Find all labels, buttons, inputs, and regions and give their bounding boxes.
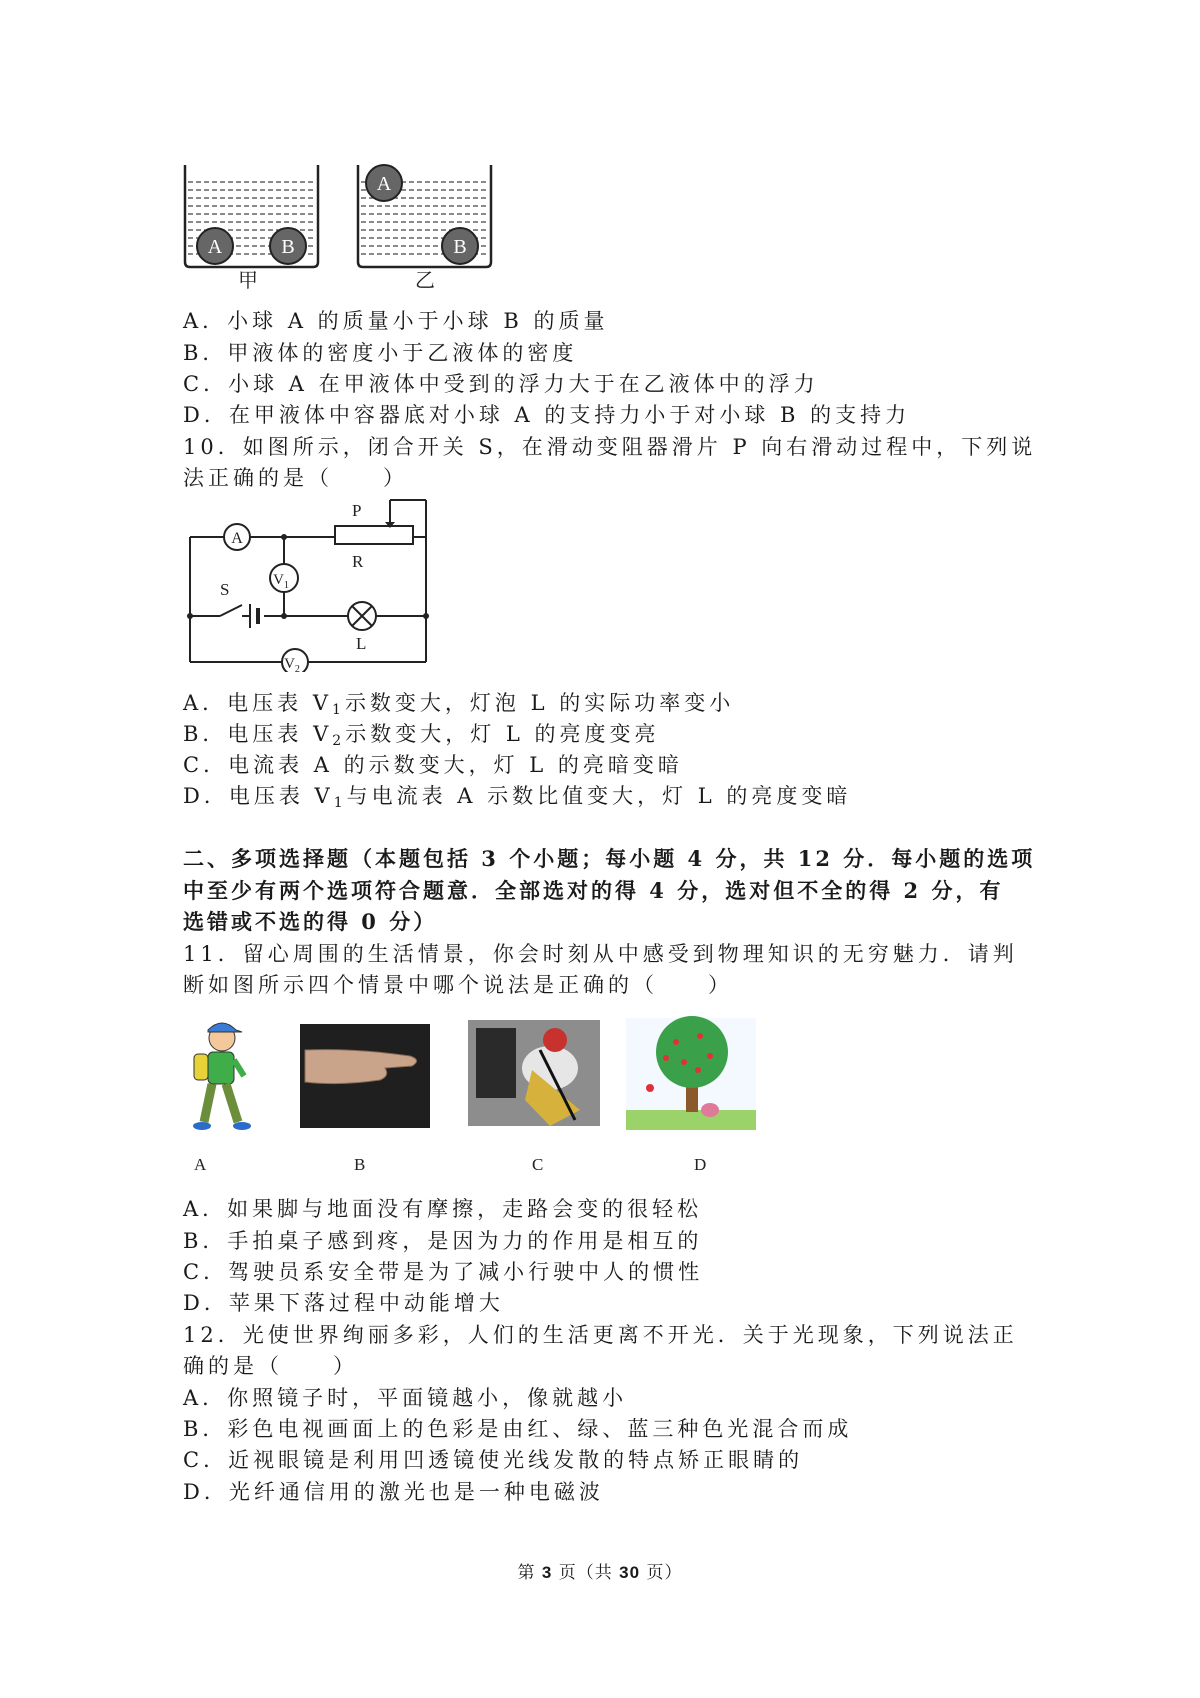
section2-heading-line2: 中至少有两个选项符合题意．全部选对的得 4 分，选对但不全的得 2 分，有	[183, 878, 1004, 903]
pic-label-b: B	[354, 1155, 366, 1174]
lamp-label: L	[356, 634, 367, 653]
circuit-diagram	[180, 492, 440, 672]
pic-label-c: C	[532, 1155, 544, 1174]
switch-label: S	[220, 580, 230, 599]
q11-option-a[interactable]: A．如果脚与地面没有摩擦，走路会变的很轻松	[183, 1197, 703, 1221]
beaker-left	[185, 165, 318, 290]
q10-stem-line2: 法正确的是（ ）	[183, 466, 408, 490]
q10-option-d[interactable]: D．电压表 $V_1$与电流表 A 示数比值变大，灯 L 的亮度变暗	[183, 784, 852, 811]
pic-label-d: D	[694, 1155, 707, 1174]
section2-heading-line3: 选错或不选的得 0 分）	[183, 909, 438, 934]
beakers-figure	[180, 160, 500, 290]
page-footer: 第 3 页（共 30 页）	[517, 1563, 683, 1583]
q12-stem-line1: 12．光使世界绚丽多彩，人们的生活更离不开光．关于光现象，下列说法正	[183, 1323, 1018, 1347]
q11-pictures	[180, 1010, 810, 1180]
driver-picture	[468, 1020, 600, 1126]
voltmeter2-label: $V_2$	[284, 656, 300, 672]
q11-option-c[interactable]: C．驾驶员系安全带是为了减小行驶中人的惯性	[183, 1260, 704, 1284]
beaker-left-label: 甲	[238, 268, 258, 290]
walking-boy-picture	[193, 1023, 251, 1130]
q12-option-b[interactable]: B．彩色电视画面上的色彩是由红、绿、蓝三种色光混合而成	[183, 1417, 853, 1441]
q12-option-c[interactable]: C．近视眼镜是利用凹透镜使光线发散的特点矫正眼睛的	[183, 1448, 804, 1472]
q10-option-c[interactable]: C．电流表 A 的示数变大，灯 L 的亮暗变暗	[183, 753, 683, 777]
q11-option-d[interactable]: D．苹果下落过程中动能增大	[183, 1291, 504, 1315]
svg-text:B: B	[281, 236, 295, 258]
pic-label-a: A	[194, 1155, 207, 1174]
q9-option-a[interactable]: A．小球 A 的质量小于小球 B 的质量	[183, 309, 609, 333]
q10-option-a[interactable]: A．电压表 $V_1$示数变大，灯泡 L 的实际功率变小	[183, 691, 735, 718]
q11-stem-line2: 断如图所示四个情景中哪个说法是正确的（ ）	[183, 973, 733, 997]
q9-option-b[interactable]: B．甲液体的密度小于乙液体的密度	[183, 341, 578, 365]
svg-text:A: A	[207, 236, 223, 258]
svg-text:B: B	[453, 236, 467, 258]
hand-on-table-picture	[300, 1024, 430, 1128]
section2-heading-line1: 二、多项选择题（本题包括 3 个小题；每小题 4 分，共 12 分．每小题的选项	[183, 846, 1036, 871]
q12-option-a[interactable]: A．你照镜子时，平面镜越小，像就越小	[183, 1386, 628, 1410]
q10-stem-line1: 10．如图所示，闭合开关 S，在滑动变阻器滑片 P 向右滑动过程中，下列说	[183, 435, 1037, 459]
q12-option-d[interactable]: D．光纤通信用的激光也是一种电磁波	[183, 1480, 604, 1504]
resistor-label: R	[352, 552, 364, 571]
q11-option-b[interactable]: B．手拍桌子感到疼，是因为力的作用是相互的	[183, 1229, 703, 1253]
q10-option-b[interactable]: B．电压表 $V_2$示数变大，灯 L 的亮度变亮	[183, 722, 660, 749]
slider-label: P	[352, 501, 362, 520]
voltmeter1-label: $V_1$	[273, 572, 289, 591]
ammeter-label: A	[231, 530, 243, 547]
beaker-right-label: 乙	[415, 268, 435, 290]
svg-text:A: A	[376, 173, 392, 195]
q9-option-d[interactable]: D．在甲液体中容器底对小球 A 的支持力小于对小球 B 的支持力	[183, 403, 911, 427]
apple-tree-picture	[626, 1016, 756, 1130]
q12-stem-line2: 确的是（ ）	[183, 1354, 358, 1378]
q9-option-c[interactable]: C．小球 A 在甲液体中受到的浮力大于在乙液体中的浮力	[183, 372, 819, 396]
q11-stem-line1: 11．留心周围的生活情景，你会时刻从中感受到物理知识的无穷魅力．请判	[183, 942, 1018, 966]
beaker-right	[358, 165, 491, 290]
